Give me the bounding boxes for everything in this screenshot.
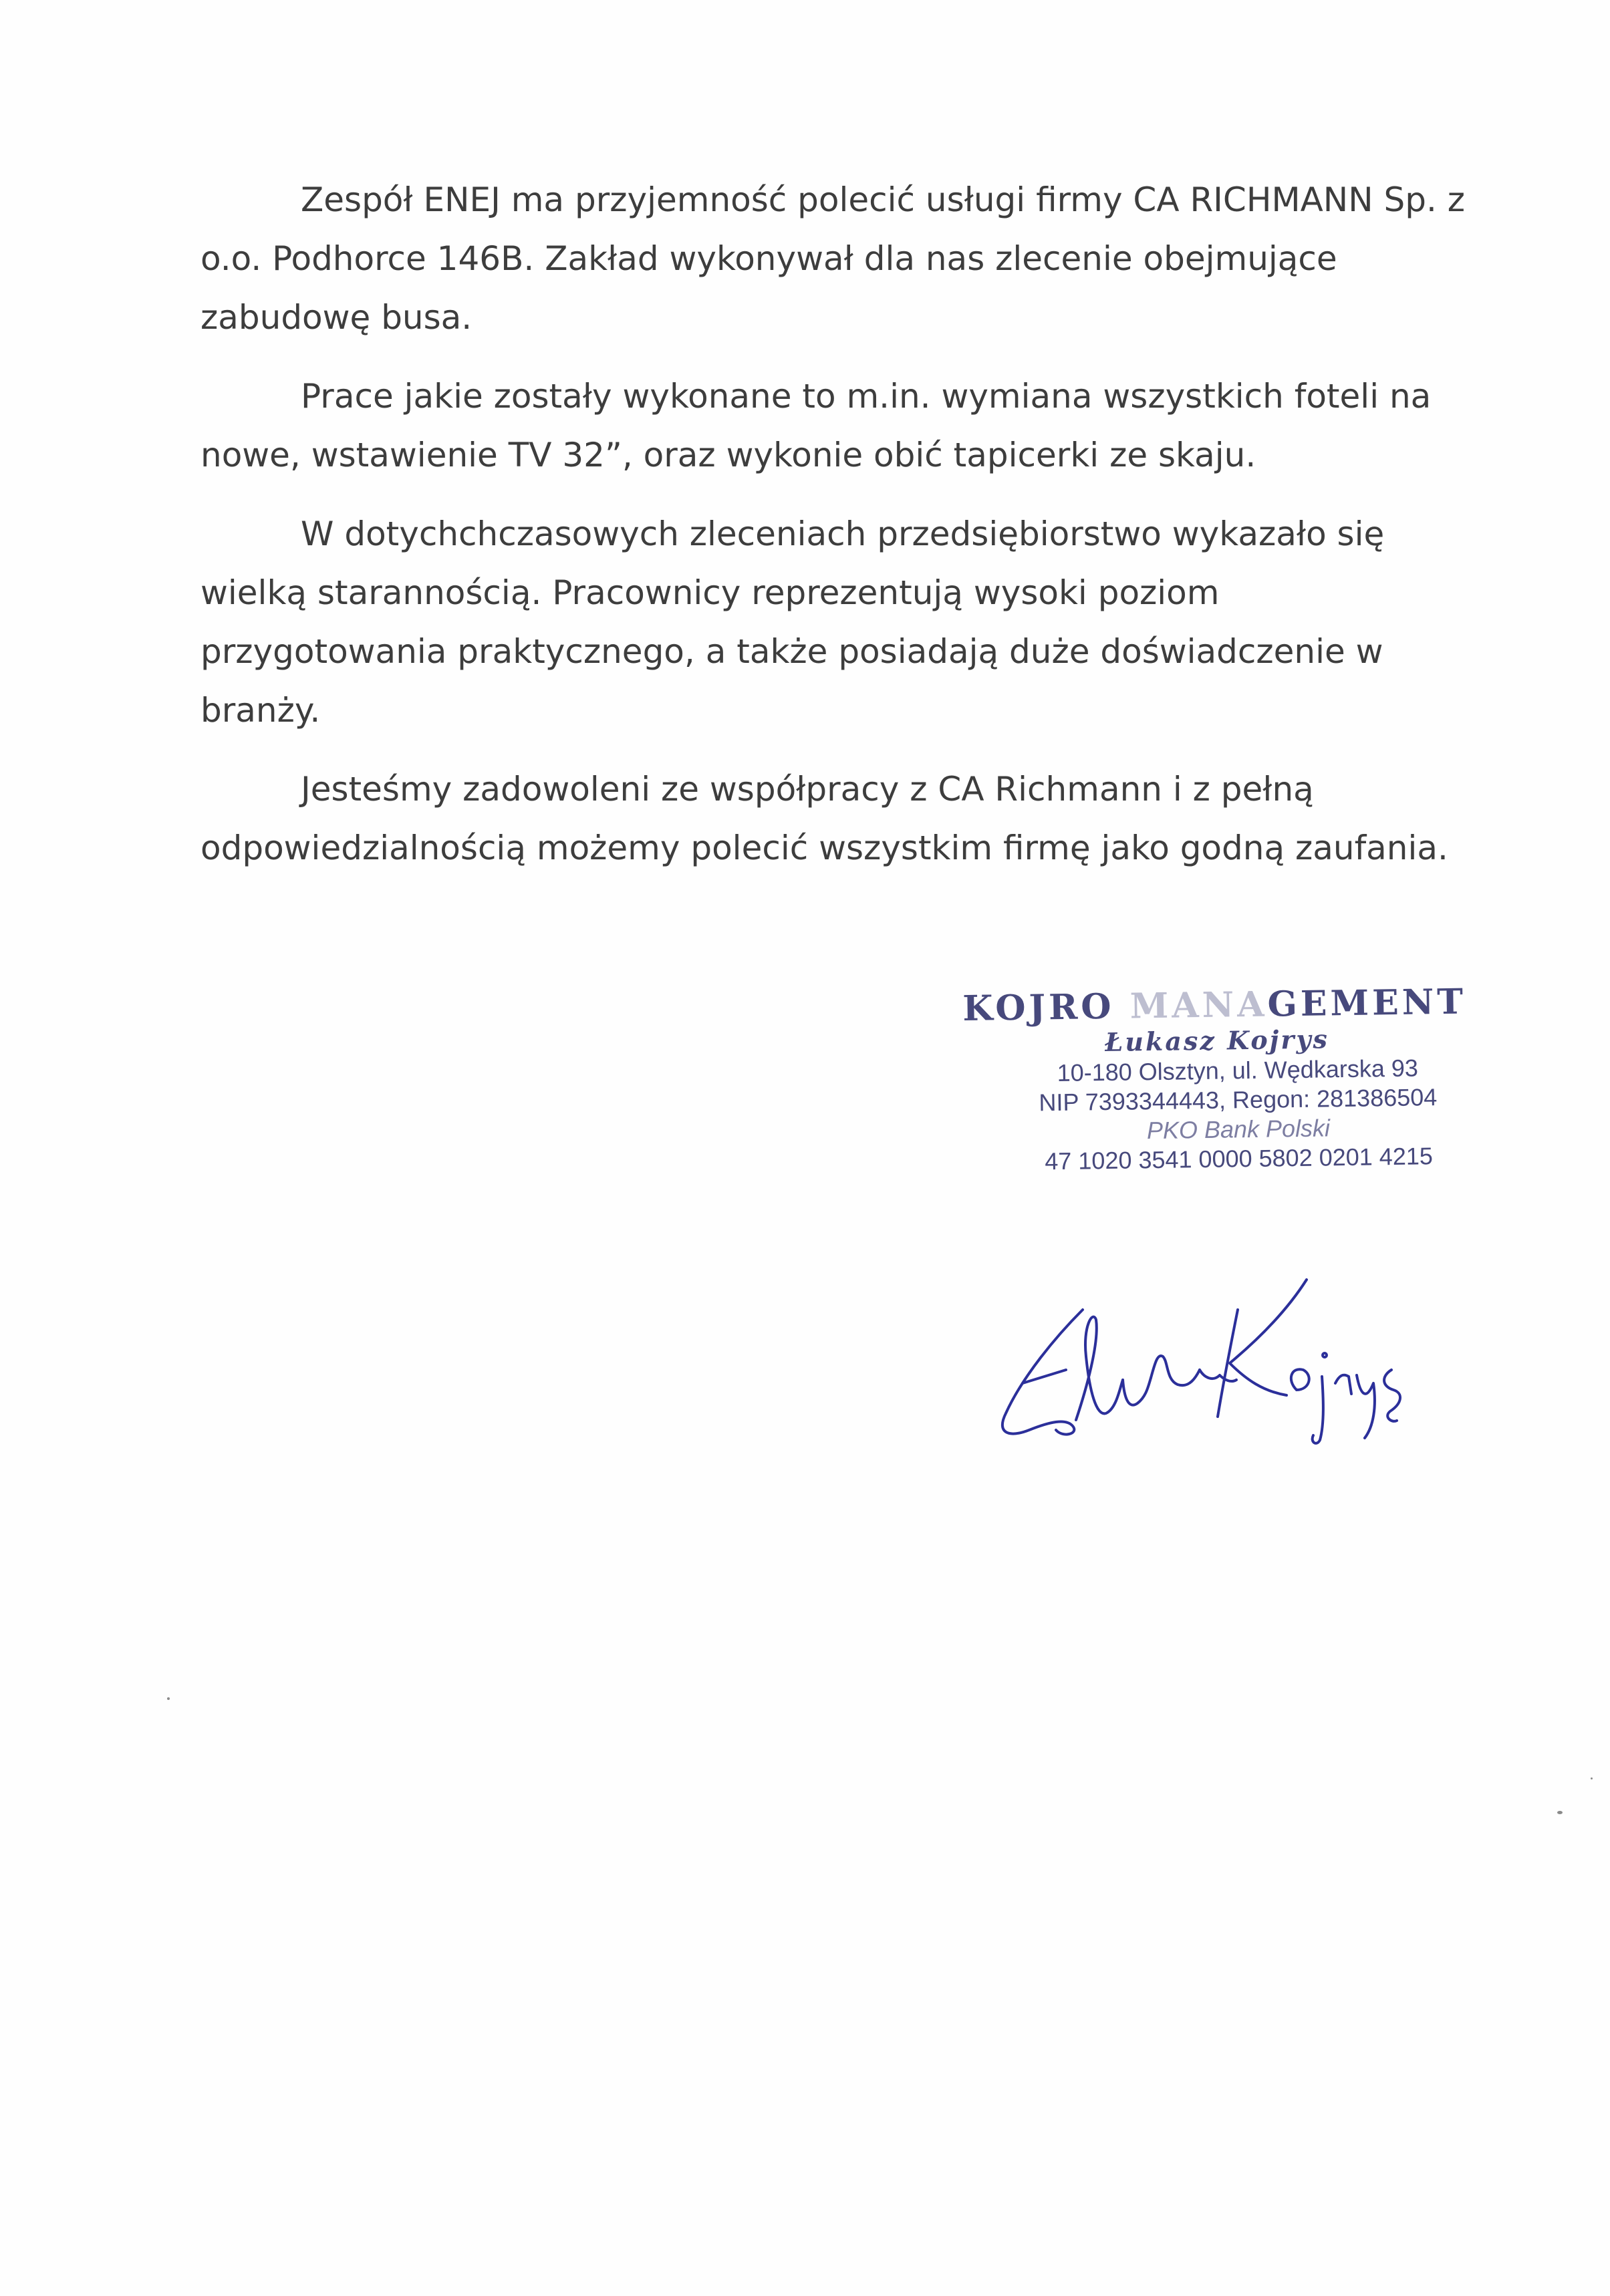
paragraph-work-scope: Prace jakie zostały wykonane to m.in. wymiana wszystkich foteli na nowe, wstawienie TV 32”, oraz wykonie obić tapicerki ze skaju. <box>200 377 1432 474</box>
stamp-address: 10-180 Olsztyn, ul. Wędkarska 93 <box>1057 1054 1419 1087</box>
stamp-person-name: Łukasz Kojrys <box>1105 1024 1330 1058</box>
paragraph-recommendation: Zespół ENEJ ma przyjemność polecić usługi firmy CA RICHMANN Sp. z o.o. Podhorce 146B. Zakład wykonywał dla nas zlecenie obejmujące zabudowę busa. <box>200 180 1465 337</box>
company-stamp <box>962 982 1513 1177</box>
signature-drawing <box>982 1263 1464 1463</box>
scan-speck <box>1591 1777 1593 1779</box>
stamp-company-name: KOJRO MANAGEMENT <box>962 981 1467 1029</box>
stamp-bank-name: PKO Bank Polski <box>1146 1114 1331 1145</box>
paragraph-quality: W dotychchczasowych zleceniach przedsiębiorstwo wykazało się wielką starannością. Pracownicy reprezentują wysoki poziom przygotowania praktycznego, a także posiadają duże doświadczenie w branży. <box>200 515 1385 730</box>
handwritten-signature <box>982 1263 1464 1466</box>
letter-body <box>200 170 1470 897</box>
scan-speck <box>1557 1811 1563 1814</box>
scan-speck <box>167 1697 170 1700</box>
stamp-tax-ids: NIP 7393344443, Regon: 281386504 <box>1039 1083 1438 1117</box>
stamp-account-number: 47 1020 3541 0000 5802 0201 4215 <box>1045 1142 1434 1175</box>
paragraph-closing: Jesteśmy zadowoleni ze współpracy z CA Richmann i z pełną odpowiedzialnością możemy polecić wszystkim firmę jako godną zaufania. <box>200 770 1448 867</box>
